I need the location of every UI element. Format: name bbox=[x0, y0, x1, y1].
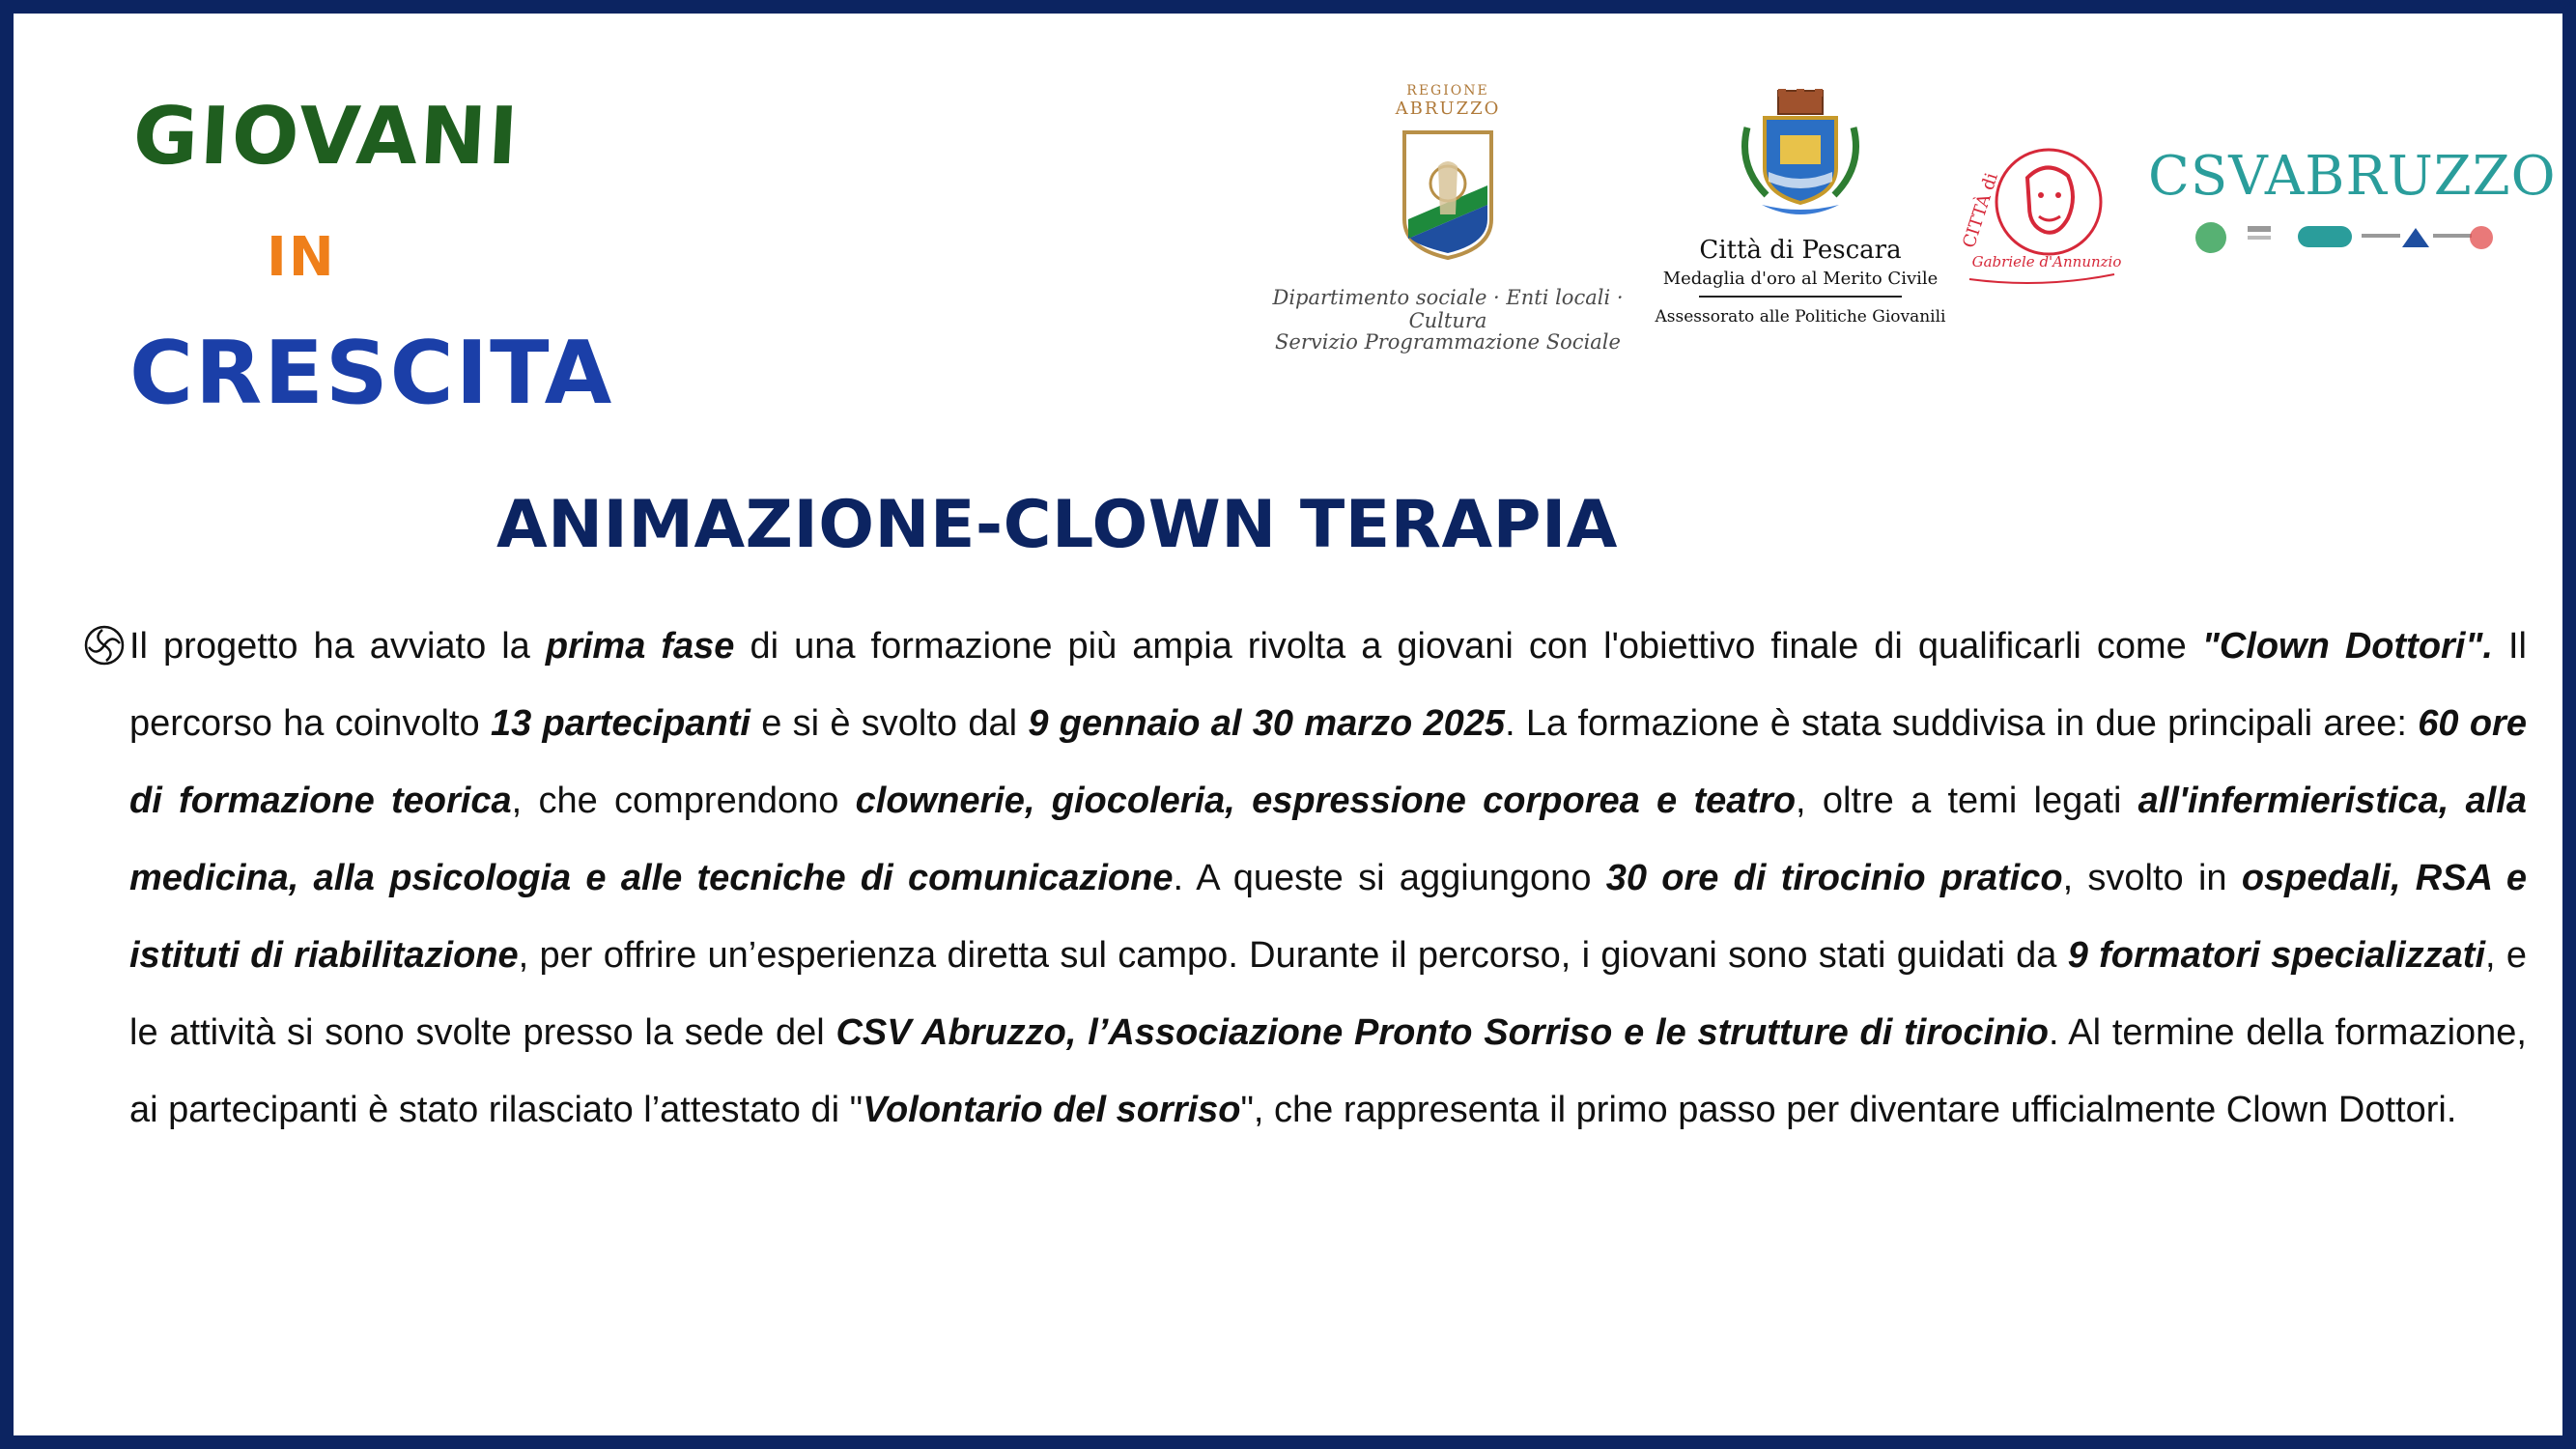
emphasis-run: clownerie, giocoleria, espressione corporea e teatro bbox=[855, 781, 1797, 821]
dannunzio-label-bottom: Gabriele d'Annunzio bbox=[1971, 253, 2122, 270]
regione-department-line2: Servizio Programmazione Sociale bbox=[1275, 330, 1621, 354]
text-run: , per offrire un’esperienza diretta sul campo. Durante il percorso, i giovani sono stati guidati da bbox=[518, 935, 2068, 976]
text-run: di una formazione più ampia rivolta a giovani con l'obiettivo finale di qualificarli come bbox=[734, 626, 2202, 667]
giovani-in-crescita-logo bbox=[129, 91, 614, 429]
csv-abruzzo-logo bbox=[2148, 145, 2557, 270]
emphasis-run: 9 gennaio al 30 marzo 2025 bbox=[1028, 703, 1506, 744]
csv-partner-marks-icon bbox=[2192, 218, 2501, 261]
text-run: Il progetto ha avviato la bbox=[129, 626, 546, 667]
text-run: . La formazione è stata suddivisa in due principali aree: bbox=[1505, 703, 2419, 744]
regione-shield-icon bbox=[1400, 128, 1496, 263]
regione-abruzzo-logo bbox=[1240, 77, 1656, 367]
text-run: , svolto in bbox=[2062, 858, 2242, 898]
pescara-coat-of-arms-icon bbox=[1738, 89, 1863, 229]
emphasis-run: all'infermieristica, alla medicina, alla psicologia e alle tecniche di comunicazione bbox=[129, 781, 2527, 898]
text-run: , oltre a temi legati bbox=[1796, 781, 2138, 821]
emphasis-run: 30 ore di tirocinio pratico bbox=[1605, 858, 2063, 898]
brand-word-in: IN bbox=[267, 226, 336, 289]
pescara-medal: Medaglia d'oro al Merito Civile bbox=[1662, 269, 1939, 289]
text-run: e si è svolto dal bbox=[750, 703, 1029, 744]
body-paragraph bbox=[129, 608, 2527, 1149]
text-run: . A queste si aggiungono bbox=[1173, 858, 1606, 898]
emphasis-run: 9 formatori specializzati bbox=[2067, 935, 2486, 976]
text-run: , e le attività si sono svolte presso la sede del bbox=[129, 935, 2528, 1053]
emphasis-run: Volontario del sorriso bbox=[863, 1090, 1241, 1130]
regione-department-line1: Dipartimento sociale · Enti locali · Cultura bbox=[1272, 286, 1624, 332]
emphasis-run: 60 ore di formazione teorica bbox=[129, 703, 2527, 821]
pescara-office: Assessorato alle Politiche Giovanili bbox=[1655, 307, 1946, 327]
page-title: ANIMAZIONE-CLOWN TERAPIA bbox=[496, 487, 1618, 563]
emphasis-run: CSV Abruzzo, l’Associazione Pronto Sorriso e le strutture di tirocinio bbox=[835, 1012, 2049, 1053]
dannunzio-label-top: CITTÀ di bbox=[1959, 170, 2002, 251]
emphasis-run: prima fase bbox=[545, 626, 735, 667]
spiral-swirl-icon bbox=[83, 624, 126, 667]
text-run: , che comprendono bbox=[511, 781, 856, 821]
emphasis-run: 13 partecipanti bbox=[490, 703, 750, 744]
text-run: ", che rappresenta il primo passo per diventare ufficialmente Clown Dottori. bbox=[1240, 1090, 2457, 1130]
regione-title-small: REGIONE bbox=[1406, 83, 1489, 99]
citta-di-pescara-logo bbox=[1646, 89, 1955, 340]
brand-word-crescita: CRESCITA bbox=[129, 323, 614, 424]
pescara-name: Città di Pescara bbox=[1699, 236, 1902, 265]
brand-word-giovani: GIOVANI bbox=[130, 91, 523, 183]
text-run: Il percorso ha coinvolto bbox=[129, 626, 2528, 744]
csv-abruzzo-name: CSVABRUZZO bbox=[2148, 145, 2557, 208]
regione-title-big: ABRUZZO bbox=[1395, 99, 1501, 119]
citta-dannunzio-logo bbox=[1960, 139, 2124, 298]
emphasis-run: ospedali, RSA e istituti di riabilitazione bbox=[129, 858, 2528, 976]
pescara-divider bbox=[1699, 296, 1902, 298]
text-run: . Al termine della formazione, ai partecipanti è stato rilasciato l’attestato di " bbox=[129, 1012, 2527, 1130]
emphasis-run: "Clown Dottori". bbox=[2201, 626, 2493, 667]
